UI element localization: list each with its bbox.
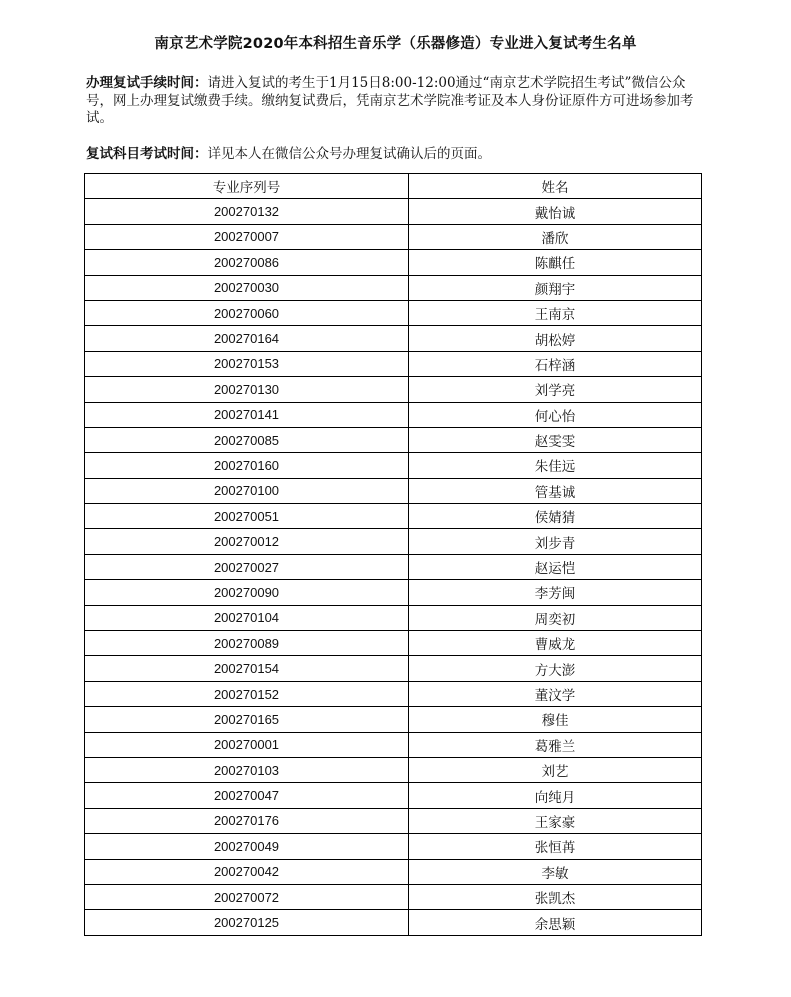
name-cell: 方大澎 bbox=[409, 656, 702, 681]
table-row bbox=[85, 554, 702, 579]
serial-number-cell: 200270125 bbox=[85, 910, 409, 935]
name-cell: 李敏 bbox=[409, 859, 702, 884]
table-row bbox=[85, 656, 702, 681]
name-cell: 胡松婷 bbox=[409, 326, 702, 351]
serial-number-cell: 200270153 bbox=[85, 351, 409, 376]
serial-number-cell: 200270132 bbox=[85, 199, 409, 224]
serial-number-cell: 200270049 bbox=[85, 834, 409, 859]
serial-number-cell: 200270154 bbox=[85, 656, 409, 681]
table-row bbox=[85, 834, 702, 859]
table-row bbox=[85, 504, 702, 529]
name-cell: 侯婧猜 bbox=[409, 504, 702, 529]
header-name: 姓名 bbox=[409, 174, 702, 199]
name-cell: 朱佳远 bbox=[409, 453, 702, 478]
table-row bbox=[85, 453, 702, 478]
table-row bbox=[85, 580, 702, 605]
table-row bbox=[85, 732, 702, 757]
name-cell: 余思颖 bbox=[409, 910, 702, 935]
table-row bbox=[85, 351, 702, 376]
table-row bbox=[85, 707, 702, 732]
table-row bbox=[85, 808, 702, 833]
exam-time-paragraph bbox=[86, 146, 706, 164]
table-row bbox=[85, 250, 702, 275]
name-cell: 陈麒任 bbox=[409, 250, 702, 275]
name-cell: 刘艺 bbox=[409, 757, 702, 782]
name-cell: 张恒苒 bbox=[409, 834, 702, 859]
name-cell: 刘学亮 bbox=[409, 377, 702, 402]
serial-number-cell: 200270176 bbox=[85, 808, 409, 833]
table-body bbox=[85, 199, 702, 935]
name-cell: 曹威龙 bbox=[409, 631, 702, 656]
table-row bbox=[85, 783, 702, 808]
serial-number-cell: 200270160 bbox=[85, 453, 409, 478]
serial-number-cell: 200270042 bbox=[85, 859, 409, 884]
exam-time-label: 复试科目考试时间： bbox=[86, 146, 208, 162]
name-cell: 潘欣 bbox=[409, 224, 702, 249]
serial-number-cell: 200270001 bbox=[85, 732, 409, 757]
serial-number-cell: 200270030 bbox=[85, 275, 409, 300]
name-cell: 石梓涵 bbox=[409, 351, 702, 376]
name-cell: 张凯杰 bbox=[409, 884, 702, 909]
table-row bbox=[85, 681, 702, 706]
table-row bbox=[85, 910, 702, 935]
serial-number-cell: 200270090 bbox=[85, 580, 409, 605]
name-cell: 李芳闽 bbox=[409, 580, 702, 605]
name-cell: 向纯月 bbox=[409, 783, 702, 808]
serial-number-cell: 200270027 bbox=[85, 554, 409, 579]
serial-number-cell: 200270104 bbox=[85, 605, 409, 630]
table-row bbox=[85, 631, 702, 656]
name-cell: 刘步青 bbox=[409, 529, 702, 554]
name-cell: 赵运恺 bbox=[409, 554, 702, 579]
candidate-table bbox=[84, 173, 702, 936]
serial-number-cell: 200270089 bbox=[85, 631, 409, 656]
procedure-label: 办理复试手续时间： bbox=[86, 75, 208, 91]
name-cell: 戴怡诚 bbox=[409, 199, 702, 224]
procedure-text: 请进入复试的考生于1月15日8:00-12:00通过“南京艺术学院招生考试”微信公众号，网上办理复试缴费手续。缴纳复试费后，凭南京艺术学院准考证及本人身份证原件方可进场参加考试。 bbox=[86, 75, 694, 126]
table-row bbox=[85, 199, 702, 224]
table-row bbox=[85, 478, 702, 503]
table-row bbox=[85, 529, 702, 554]
name-cell: 王南京 bbox=[409, 300, 702, 325]
table-row bbox=[85, 757, 702, 782]
name-cell: 王家豪 bbox=[409, 808, 702, 833]
table-row bbox=[85, 326, 702, 351]
table-row bbox=[85, 859, 702, 884]
name-cell: 管基诚 bbox=[409, 478, 702, 503]
serial-number-cell: 200270051 bbox=[85, 504, 409, 529]
table-row bbox=[85, 300, 702, 325]
name-cell: 颜翔宇 bbox=[409, 275, 702, 300]
table-row bbox=[85, 427, 702, 452]
name-cell: 赵雯雯 bbox=[409, 427, 702, 452]
name-cell: 穆佳 bbox=[409, 707, 702, 732]
table-row bbox=[85, 884, 702, 909]
serial-number-cell: 200270152 bbox=[85, 681, 409, 706]
name-cell: 何心怡 bbox=[409, 402, 702, 427]
table-row bbox=[85, 605, 702, 630]
serial-number-cell: 200270141 bbox=[85, 402, 409, 427]
serial-number-cell: 200270047 bbox=[85, 783, 409, 808]
name-cell: 董汶学 bbox=[409, 681, 702, 706]
serial-number-cell: 200270165 bbox=[85, 707, 409, 732]
serial-number-cell: 200270164 bbox=[85, 326, 409, 351]
name-cell: 葛雅兰 bbox=[409, 732, 702, 757]
serial-number-cell: 200270103 bbox=[85, 757, 409, 782]
serial-number-cell: 200270085 bbox=[85, 427, 409, 452]
table-row bbox=[85, 224, 702, 249]
procedure-paragraph bbox=[86, 75, 706, 128]
table-header-row bbox=[85, 174, 702, 199]
serial-number-cell: 200270130 bbox=[85, 377, 409, 402]
table-row bbox=[85, 275, 702, 300]
serial-number-cell: 200270072 bbox=[85, 884, 409, 909]
serial-number-cell: 200270086 bbox=[85, 250, 409, 275]
serial-number-cell: 200270012 bbox=[85, 529, 409, 554]
exam-time-text: 详见本人在微信公众号办理复试确认后的页面。 bbox=[207, 146, 491, 162]
page-title: 南京艺术学院2020年本科招生音乐学（乐器修造）专业进入复试考生名单 bbox=[154, 36, 637, 52]
serial-number-cell: 200270007 bbox=[85, 224, 409, 249]
table-row bbox=[85, 377, 702, 402]
serial-number-cell: 200270060 bbox=[85, 300, 409, 325]
header-serial-number: 专业序列号 bbox=[85, 174, 409, 199]
table-row bbox=[85, 402, 702, 427]
name-cell: 周奕初 bbox=[409, 605, 702, 630]
serial-number-cell: 200270100 bbox=[85, 478, 409, 503]
